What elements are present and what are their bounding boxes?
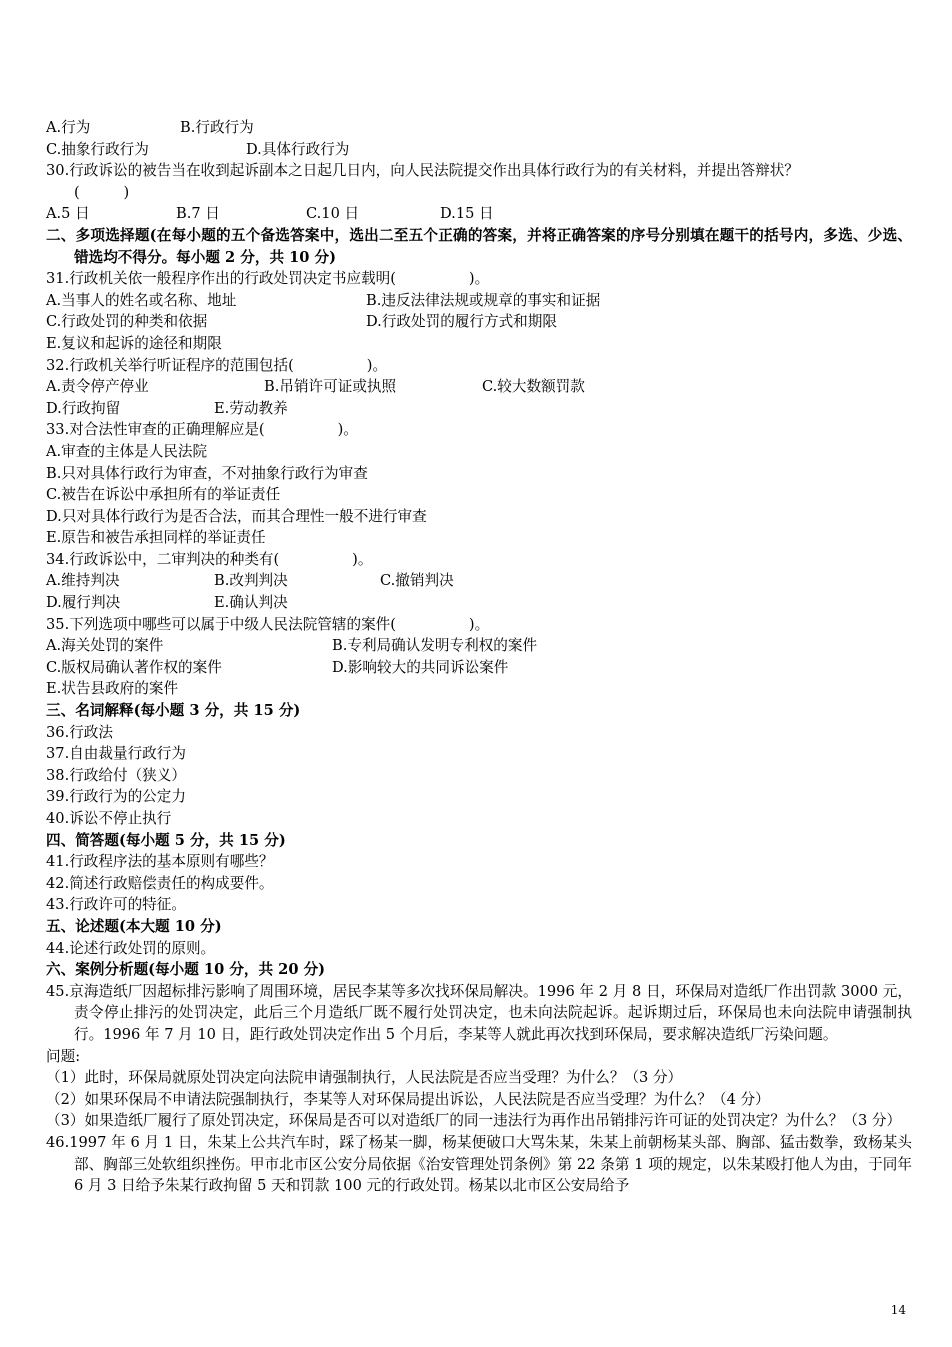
option: A.行为 [46, 119, 91, 136]
question-42: 42.简述行政赔偿责任的构成要件。 [46, 874, 274, 892]
sub-question: （3）如果造纸厂履行了原处罚决定，环保局是否可以对造纸厂的同一违法行为再作出吊销排污许可证的处罚决定？为什么？（3 分） [46, 1112, 902, 1130]
option: D.15 日 [440, 205, 494, 223]
option: C.撤销判决 [380, 572, 454, 590]
option: D.履行判决 [46, 594, 121, 612]
option: C.抽象行政行为 [46, 140, 149, 158]
question-44: 44.论述行政处罚的原则。 [46, 939, 216, 957]
option-row [46, 635, 912, 657]
option: B.改判判决 [214, 572, 288, 590]
question-43: 43.行政许可的特征。 [46, 896, 186, 914]
question-46: 46.1997 年 6 月 1 日，朱某上公共汽车时，踩了杨某一脚，杨某便破口大骂朱某，朱某上前朝杨某头部、胸部、猛击数拳，致杨某头部、胸部三处软组织挫伤。甲市北市区公安分局依据《治安管理处罚条例》第 22 条第 1 项的规定，以朱某殴打他人为由，于同年 6 月 3 日给予朱某行政拘留 5 天和罚款 100 元的行政处罚。杨某以北市区公安局给予 [46, 1133, 912, 1195]
option: C.行政处罚的种类和依据 [46, 313, 208, 331]
question-31: 31.行政机关依一般程序作出的行政处罚决定书应载明( )。 [46, 270, 490, 288]
option: D.只对具体行政行为是否合法，而其合理性一般不进行审查 [46, 507, 427, 525]
page-number: 14 [890, 1303, 906, 1317]
section-heading: 五、论述题(本大题 10 分) [46, 917, 222, 935]
option: D.具体行政行为 [246, 140, 350, 158]
option: E.复议和起诉的途径和期限 [46, 334, 222, 352]
option: C.版权局确认著作权的案件 [46, 658, 222, 676]
question-label: 问题: [46, 1047, 81, 1065]
option-row [46, 139, 912, 161]
question-30: 30.行政诉讼的被告当在收到起诉副本之日起几日内，向人民法院提交作出具体行政行为的有关材料，并提出答辩状？ [46, 162, 799, 180]
section-heading: 四、简答题(每小题 5 分，共 15 分) [46, 831, 286, 849]
document-body [46, 117, 912, 1197]
question-39: 39.行政行为的公定力 [46, 788, 186, 806]
section-heading: 三、名词解释(每小题 3 分，共 15 分) [46, 702, 301, 720]
option-row [46, 398, 912, 420]
option: B.专利局确认发明专利权的案件 [332, 637, 538, 655]
option: E.劳动教养 [214, 399, 288, 417]
section-heading: 六、案例分析题(每小题 10 分，共 20 分) [46, 961, 326, 979]
question-40: 40.诉讼不停止执行 [46, 810, 172, 827]
option-row [46, 657, 912, 679]
option: C.10 日 [306, 205, 360, 223]
option: E.状告县政府的案件 [46, 680, 179, 698]
option-row [46, 203, 912, 225]
section-heading: 二、多项选择题(在每小题的五个备选答案中，选出二至五个正确的答案，并将正确答案的序号分别填在题干的括号内，多选、少选、错选均不得分。每小题 2 分，共 10 分) [46, 226, 912, 266]
option-row [46, 592, 912, 614]
option: C.被告在诉讼中承担所有的举证责任 [46, 486, 281, 504]
sub-question: （1）此时，环保局就原处罚决定向法院申请强制执行，人民法院是否应当受理？为什么？（3 分） [46, 1069, 683, 1087]
option: A.审查的主体是人民法院 [46, 442, 208, 460]
question-34: 34.行政诉讼中，二审判决的种类有( )。 [46, 550, 373, 568]
option-row [46, 117, 912, 139]
option: B.违反法律法规或规章的事实和证据 [366, 291, 601, 309]
question-37: 37.自由裁量行政行为 [46, 745, 186, 763]
option: A.责令停产停业 [46, 378, 149, 396]
option: D.行政处罚的履行方式和期限 [366, 313, 557, 331]
option: A.当事人的姓名或名称、地址 [46, 291, 237, 309]
option: E.原告和被告承担同样的举证责任 [46, 529, 266, 547]
option-row [46, 311, 912, 333]
question-45: 45.京海造纸厂因超标排污影响了周围环境，居民李某等多次找环保局解决。1996 年 2 月 8 日，环保局对造纸厂作出罚款 3000 元，责令停止排污的处罚决定，此后三个月造纸厂既不履行处罚决定，也未向法院起诉。起诉期过后，环保局也未向法院申请强制执行。1996 年 7 月 10 日，距行政处罚决定作出 5 个月后，李某等人就此再次找到环保局，要求解决造纸厂污染问题。 [46, 982, 912, 1043]
question-32: 32.行政机关举行听证程序的范围包括( )。 [46, 356, 388, 374]
question-38: 38.行政给付（狭义） [46, 766, 186, 784]
option: E.确认判决 [214, 594, 288, 612]
option: A.维持判决 [46, 572, 120, 590]
sub-question: （2）如果环保局不申请法院强制执行，李某等人对环保局提出诉讼，人民法院是否应当受理？为什么？（4 分） [46, 1090, 770, 1108]
option-row [46, 376, 912, 398]
option: C.较大数额罚款 [482, 378, 585, 396]
option: D.行政拘留 [46, 399, 121, 417]
question-41: 41.行政程序法的基本原则有哪些？ [46, 853, 274, 871]
question-35: 35.下列选项中哪些可以属于中级人民法院管辖的案件( )。 [46, 615, 490, 633]
option: B.行政行为 [180, 119, 254, 136]
option: D.影响较大的共同诉讼案件 [332, 658, 509, 676]
option: B.吊销许可证或执照 [264, 378, 397, 396]
option: A.5 日 [46, 205, 90, 223]
option-row [46, 290, 912, 312]
option-row [46, 570, 912, 592]
option: B.7 日 [176, 205, 220, 223]
question-36: 36.行政法 [46, 723, 113, 741]
option: B.只对具体行政行为审查，不对抽象行政行为审查 [46, 464, 368, 482]
option: A.海关处罚的案件 [46, 637, 164, 655]
answer-bracket: ( ) [74, 183, 130, 201]
question-33: 33.对合法性审查的正确理解应是( )。 [46, 421, 358, 439]
